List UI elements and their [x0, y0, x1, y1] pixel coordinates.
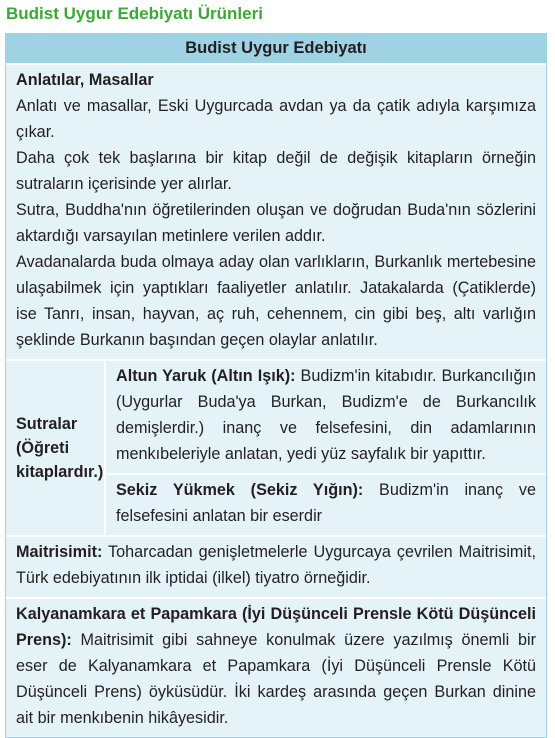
- row-maitrisimit: [6, 535, 546, 597]
- row-anlatilar: [6, 63, 546, 359]
- sutra-item-title: Altun Yaruk (Altın Işık):: [116, 367, 296, 385]
- sutralar-label: Sutralar (Öğreti kitaplardır.): [6, 361, 106, 535]
- table-header: Budist Uygur Edebiyatı: [6, 33, 546, 63]
- row-kalyanamkara: [6, 597, 546, 737]
- sutra-item-title: Sekiz Yükmek (Sekiz Yığın):: [116, 481, 364, 499]
- sutra-item: [106, 361, 546, 473]
- literature-table: [5, 33, 547, 738]
- sutra-item-text: Budizm'in kitabıdır. Burkancılığın (Uygurlar Buda'ya Burkan, Budizm'e de Burkancılık demişlerdir.) inanç ve felsefesini, din adamlarının menkıbeleriyle anlatan, yedi yüz sayfalık bir yapıttır.: [116, 367, 536, 463]
- sutra-item-text: Budizm'in inanç ve felsefesini anlatan bir eserdir: [116, 481, 536, 525]
- anlatilar-paragraph: Anlatı ve masallar, Eski Uygurcada avdan ya da çatik adıyla karşımıza çıkar.: [16, 97, 536, 141]
- row-sutralar: [6, 359, 546, 535]
- anlatilar-paragraph: Sutra, Buddha'nın öğretilerinden oluşan ve doğrudan Buda'nın sözlerini aktardığı varsayılan metinlere verilen addır.: [16, 201, 536, 245]
- page-title: Budist Uygur Edebiyatı Ürünleri: [6, 4, 263, 23]
- anlatilar-title: Anlatılar, Masallar: [16, 71, 154, 89]
- sutra-item: [106, 473, 546, 535]
- maitrisimit-text: Toharcadan genişletmelerle Uygurcaya çevrilen Maitrisimit, Türk edebiyatının ilk iptidai (ilkel) tiyatro örneğidir.: [16, 543, 536, 587]
- maitrisimit-title: Maitrisimit:: [16, 543, 103, 561]
- kalyanamkara-title: Kalyanamkara et Papamkara (İyi Düşünceli Prensle Kötü Düşünceli Prens):: [16, 605, 536, 649]
- anlatilar-paragraph: Avadanalarda buda olmaya aday olan varlıkların, Burkanlık mertebesine ulaşabilmek için yaptıkları faaliyetler anlatılır. Jatakalarda (Çatiklerde) ise Tanrı, insan, hayvan, aç ruh, cehennem, cin gibi beş, altı varlığın şeklinde Burkanın başından geçen olaylar anlatılır.: [16, 253, 536, 349]
- kalyanamkara-text: Maitrisimit gibi sahneye konulmak üzere yazılmış önemli bir eser de Kalyanamkara et Papamkara (İyi Düşünceli Prensle Kötü Düşünceli Prens) öyküsüdür. İki kardeş arasında geçen Burkan dinine ait bir menkıbenin hikâyesidir.: [16, 631, 536, 727]
- anlatilar-paragraph: Daha çok tek başlarına bir kitap değil de değişik kitapların örneğin sutraların içerisinde yer alırlar.: [16, 149, 536, 193]
